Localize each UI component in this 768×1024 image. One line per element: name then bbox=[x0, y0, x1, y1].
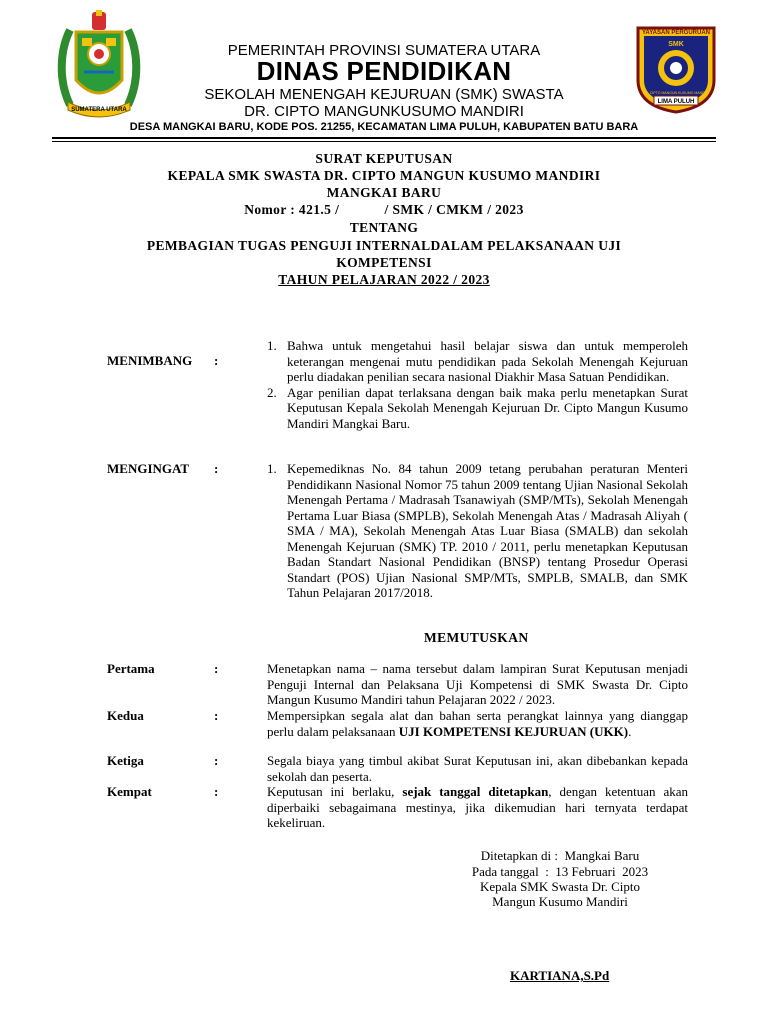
doc-issuer: KEPALA SMK SWASTA DR. CIPTO MANGUN KUSUMO MANDIRI bbox=[167, 168, 601, 183]
memutuskan-heading: MEMUTUSKAN bbox=[424, 630, 529, 645]
signature-role-line1: Kepala SMK Swasta Dr. Cipto bbox=[480, 879, 640, 894]
kempat-text bbox=[267, 784, 688, 831]
mengingat-item-text: Kepemediknas No. 84 tahun 2009 tetang perubahan peraturan Menteri Pendidikann Nasional Nomor 75 tahun 2009 tentang Ujian Nasional Sekolah Menengah Pertama / Madrasah Tsanawiyah (SMP/MTs), Sekolah Menengah Pertama Luar Biasa (SMPLB), Sekolah Menengah Atas / Madrasah Aliyah ( SMA / MA), Sekolah Menengah Atas Luar Biasa (SMALB) dan sekolah Menengah Kejuruan (SMK) TP. 2010 / 2011, perlu menetapkan Keputusan Badan Standart Nasional Pendidikan (BNSP) tentang Prosedur Operasi Standart (POS) Ujian Nasional SMP/MTs, SMPLB, SMALB, dan SMK Tahun Pelajaran 2017/2018. bbox=[287, 461, 688, 600]
doc-tentang: TENTANG bbox=[349, 220, 419, 235]
mengingat-label: MENGINGAT bbox=[107, 461, 190, 476]
kempat-text-bold: sejak tanggal ditetapkan bbox=[402, 784, 549, 799]
kempat-label: Kempat bbox=[107, 784, 152, 799]
kedua-text-bold: UJI KOMPETENSI KEJURUAN (UKK) bbox=[398, 723, 629, 739]
mengingat-colon: : bbox=[214, 461, 219, 476]
badge-smk-text: SMK bbox=[668, 41, 684, 48]
doc-year bbox=[0, 272, 768, 288]
header-agency: DINAS PENDIDIKAN bbox=[256, 56, 512, 86]
signature-role-line2: Mangun Kusumo Mandiri bbox=[492, 894, 628, 909]
pertama-colon: : bbox=[214, 661, 219, 676]
ketiga-colon: : bbox=[214, 753, 219, 768]
mengingat-list bbox=[267, 461, 688, 601]
pertama-text: Menetapkan nama – nama tersebut dalam lampiran Surat Keputusan menjadi Penguji Internal dan Pelaksana Uji Kompetensi di SMK Swasta Dr. Cipto Mangun Kusumo Mandiri tahun Pelajaran 2022 / 2023. bbox=[267, 661, 688, 707]
kempat-text-post: , dengan ketentuan akan diperbaiki sebagaimana mestinya, jika dikemudian hari ternyata terdapat kekeliruan. bbox=[267, 784, 688, 830]
kedua-colon: : bbox=[214, 708, 219, 723]
seal-ribbon-text: SUMATERA UTARA bbox=[71, 107, 127, 113]
menimbang-label: MENIMBANG bbox=[107, 353, 193, 368]
signature-place: Ditetapkan di : Mangkai Baru bbox=[480, 848, 640, 863]
doc-title: SURAT KEPUTUSAN bbox=[315, 151, 453, 166]
header-school-type: SEKOLAH MENENGAH KEJURUAN (SMK) SWASTA bbox=[204, 86, 564, 103]
menimbang-list bbox=[267, 338, 688, 431]
menimbang-item-number: 1. bbox=[267, 338, 277, 353]
kedua-text bbox=[267, 708, 688, 739]
signature-date: Pada tanggal : 13 Februari 2023 bbox=[471, 864, 649, 879]
kedua-text-post: . bbox=[628, 723, 632, 739]
doc-year-text: TAHUN PELAJARAN 2022 / 2023 bbox=[278, 272, 490, 287]
menimbang-item bbox=[267, 385, 688, 432]
mengingat-item bbox=[267, 461, 688, 601]
pertama-label: Pertama bbox=[107, 661, 155, 676]
kedua-text-pre: Mempersipkan segala alat dan bahan serta perangkat lainnya yang dianggap perlu dalam pelaksanaan bbox=[267, 708, 688, 739]
menimbang-item-text: Agar penilian dapat terlaksana dengan baik maka perlu menetapkan Surat Keputusan Kepala Sekolah Menengah Kejuruan Dr. Cipto Mangun Kusumo Mandiri Mangkai Baru. bbox=[287, 384, 688, 431]
menimbang-item-number: 2. bbox=[267, 384, 277, 400]
badge-top-text: YAYASAN PERGURUAN bbox=[641, 30, 711, 36]
menimbang-colon: : bbox=[214, 353, 219, 368]
header-school-name: DR. CIPTO MANGUNKUSUMO MANDIRI bbox=[244, 103, 524, 120]
badge-ring-text: DR. CIPTO MANGUN KUSUMO MANDIRI bbox=[642, 91, 710, 95]
ketiga-text: Segala biaya yang timbul akibat Surat Keputusan ini, akan dibebankan kepada sekolah dan peserta. bbox=[267, 753, 688, 784]
ketiga-label: Ketiga bbox=[107, 753, 144, 768]
menimbang-item-text: Bahwa untuk mengetahui hasil belajar siswa dan untuk memperoleh keterangan mengenai mutu pendidikan pada Sekolah Menengah Kejuruan perlu diadakan penilian secara nasional Diakhir Masa Satuan Pendidikan. bbox=[287, 338, 688, 384]
doc-subject-line2: KOMPETENSI bbox=[336, 255, 432, 270]
doc-number: Nomor : 421.5 / / SMK / CMKM / 2023 bbox=[244, 202, 524, 217]
mengingat-item-number: 1. bbox=[267, 461, 277, 476]
kempat-text-pre: Keputusan ini berlaku, bbox=[267, 784, 403, 799]
doc-issuer-location: MANGKAI BARU bbox=[326, 185, 442, 200]
signature-name: KARTIANA,S.Pd bbox=[510, 968, 610, 983]
header-rule-thin bbox=[52, 141, 716, 142]
menimbang-item bbox=[267, 338, 688, 385]
kempat-colon: : bbox=[214, 784, 219, 799]
kedua-label: Kedua bbox=[107, 708, 144, 723]
header-rule-thick bbox=[52, 137, 716, 139]
header-government: PEMERINTAH PROVINSI SUMATERA UTARA bbox=[227, 42, 541, 59]
badge-bottom-text: LIMA PULUH bbox=[657, 99, 695, 105]
doc-subject-line1: PEMBAGIAN TUGAS PENGUJI INTERNALDALAM PELAKSANAAN UJI bbox=[146, 238, 622, 253]
header-address: DESA MANGKAI BARU, KODE POS. 21255, KECAMATAN LIMA PULUH, KABUPATEN BATU BARA bbox=[129, 121, 639, 133]
